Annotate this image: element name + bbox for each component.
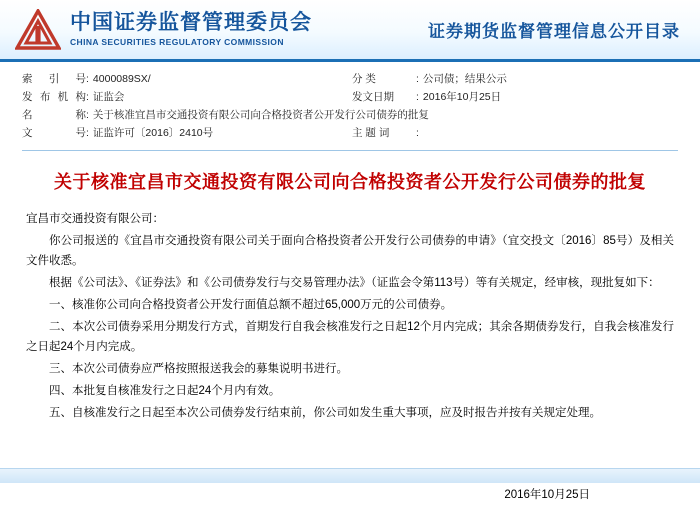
metadata-separator: :	[416, 127, 419, 139]
header-title-block	[70, 12, 312, 47]
document-body	[0, 169, 700, 505]
footer-bar	[0, 468, 700, 483]
metadata-separator: :	[86, 109, 89, 121]
metadata-label: 分 类	[352, 73, 376, 85]
metadata-label: 主 题 词	[352, 127, 390, 139]
metadata-label: 名 称	[22, 109, 86, 121]
metadata-separator: :	[86, 91, 89, 103]
metadata-cell-index	[22, 72, 352, 87]
metadata-value: 证监许可〔2016〕2410号	[92, 127, 214, 139]
metadata-label: 索 引 号	[22, 73, 86, 85]
metadata-value: 2016年10月25日	[422, 91, 502, 103]
metadata-row	[22, 126, 678, 141]
document-title: 关于核准宜昌市交通投资有限公司向合格投资者公开发行公司债券的批复	[54, 172, 646, 192]
document-paragraph: 根据《公司法》、《证券法》和《公司债券发行与交易管理办法》（证监会令第113号）等有关规定，经审核，现批复如下：	[49, 277, 660, 289]
metadata-label: 文 号	[22, 127, 86, 139]
metadata-cell-keywords	[352, 126, 678, 141]
document-paragraph: 一、核准你公司向合格投资者公开发行面值总额不超过65,000万元的公司债券。	[49, 299, 453, 311]
metadata-cell-docnumber	[22, 126, 352, 141]
metadata-value: 4000089SX/	[92, 73, 151, 85]
metadata-separator: :	[86, 73, 89, 85]
metadata-cell-category	[352, 72, 678, 87]
csrc-emblem-icon	[14, 8, 62, 52]
site-header	[0, 0, 700, 62]
document-paragraph: 你公司报送的《宜昌市交通投资有限公司关于面向合格投资者公开发行公司债券的申请》（宜交投文〔2016〕85号）及相关文件收悉。	[26, 235, 674, 267]
document-paragraph: 五、自核准发行之日起至本次公司债券发行结束前，你公司如发生重大事项，应及时报告并按有关规定处理。	[49, 407, 601, 419]
site-title-en: CHINA SECURITIES REGULATORY COMMISSION	[70, 37, 284, 48]
metadata-separator: :	[416, 91, 419, 103]
document-addressee: 宜昌市交通投资有限公司：	[26, 213, 164, 225]
document-paragraph: 二、本次公司债券采用分期发行方式，首期发行自我会核准发行之日起12个月内完成；其余各期债券发行，自我会核准发行之日起24个月内完成。	[26, 321, 674, 353]
metadata-row	[22, 72, 678, 87]
metadata-separator: :	[86, 127, 89, 139]
metadata-cell-name	[22, 108, 678, 123]
metadata-value: 公司债；结果公示	[422, 73, 507, 85]
metadata-label: 发文日期	[352, 91, 394, 103]
metadata-value: 关于核准宜昌市交通投资有限公司向合格投资者公开发行公司债券的批复	[92, 109, 429, 121]
metadata-cell-date	[352, 90, 678, 105]
metadata-label: 发布机构	[22, 91, 86, 103]
metadata-separator: :	[416, 73, 419, 85]
header-section-title: 证券期货监督管理信息公开目录	[428, 22, 680, 41]
metadata-row	[22, 90, 678, 105]
site-title-cn: 中国证券监督管理委员会	[70, 10, 312, 35]
metadata-table	[22, 72, 678, 151]
document-paragraph: 四、本批复自核准发行之日起24个月内有效。	[49, 385, 281, 397]
metadata-value: 证监会	[92, 91, 125, 103]
signature-date: 2016年10月25日	[504, 489, 590, 501]
metadata-row	[22, 108, 678, 123]
metadata-cell-publisher	[22, 90, 352, 105]
document-paragraph: 三、本次公司债券应严格按照报送我会的募集说明书进行。	[49, 363, 348, 375]
